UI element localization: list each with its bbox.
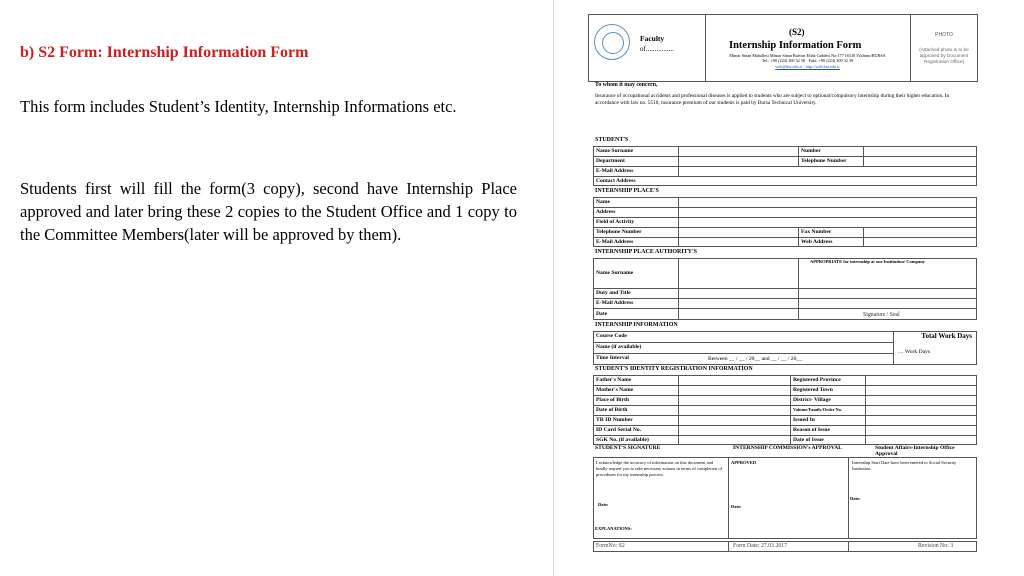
student-date-label: Date:	[598, 502, 609, 507]
slide-title: b) S2 Form: Internship Information Form	[20, 44, 309, 61]
student-declaration: I acknowledge the accuracy of information on this document and kindly request you to take necessary actions in terms of completion of procedures for my internship process.	[596, 460, 723, 477]
web-address-label: Web Address	[801, 239, 833, 245]
identity-right-label: District- Village	[793, 397, 831, 403]
email-label: E-Mail Address	[596, 168, 634, 174]
identity-left-label: ID Card Serial No.	[596, 427, 642, 433]
university-logo-icon	[594, 24, 630, 60]
appropriate-note: APPROPRIATE for internship at our Institution/ Company	[810, 259, 926, 264]
affairs-date-label: Date:	[850, 496, 861, 501]
grid-line	[593, 435, 977, 436]
name-if-available-label: Name (if available)	[596, 344, 642, 350]
grid-line	[678, 375, 679, 445]
grid-line	[798, 227, 799, 247]
grid-line	[593, 166, 977, 167]
grid-line	[678, 258, 679, 320]
identity-right-label: Reason of Issue	[793, 427, 830, 433]
form-number: FormNo: S2	[596, 543, 625, 549]
intro-text: Insurance of occupational accidents and professional diseases is applied to students who are subject to optional/compulsory internship during their higher education. In accordance with law no. 5510, insurance premium of our students is paid by Bursa Technical University.	[595, 93, 950, 107]
identity-right-label: Registered Town	[793, 387, 833, 393]
authority-date-label: Date	[596, 311, 608, 317]
grid-line	[678, 146, 679, 176]
form-date: Form Date: 27.03.2017	[733, 543, 788, 549]
explanations-label: EXPLANATIONS:	[595, 526, 632, 531]
authority-email-label: E-Mail Address	[596, 300, 634, 306]
grid-line	[863, 146, 864, 166]
number-label: Number	[801, 148, 821, 154]
identity-left-label: TR ID Number	[596, 417, 633, 423]
grid-line	[593, 425, 977, 426]
form-address	[705, 53, 910, 69]
grid-line	[593, 405, 977, 406]
identity-left-label: SGK No. (if available)	[596, 437, 649, 443]
header-separator	[705, 15, 706, 81]
field-of-activity-label: Field of Activity	[596, 219, 635, 225]
form-title: Internship Information Form	[729, 40, 862, 51]
grid-line	[863, 227, 864, 247]
slide-divider	[553, 0, 554, 576]
header-separator	[910, 15, 911, 81]
place-address-label: Address	[596, 209, 616, 215]
grid-line	[848, 457, 849, 539]
grid-line	[593, 207, 977, 208]
faculty-label: Faculty	[640, 34, 665, 43]
identity-left-label: Mother's Name	[596, 387, 634, 393]
identity-left-label: Date of Birth	[596, 407, 628, 413]
grid-line	[865, 375, 866, 445]
grid-line	[593, 237, 977, 238]
grid-line	[593, 415, 977, 416]
signature-seal-label: Signature / Seal	[863, 312, 900, 318]
grid-line	[593, 227, 977, 228]
time-interval-value: Between __ / __ / 20__ and __ / __ / 20__	[708, 356, 802, 362]
grid-line	[593, 298, 977, 299]
approved-label: APPROVED	[731, 460, 756, 465]
place-telephone-label: Telephone Number	[596, 229, 642, 235]
students-heading: STUDENT'S	[595, 137, 629, 143]
authority-heading: INTERNSHIP PLACE AUTHORITY'S	[595, 249, 698, 255]
grid-line	[593, 353, 893, 354]
identity-right-label: Issued In	[793, 417, 815, 423]
telephone-label: Telephone Number	[801, 158, 847, 164]
name-surname-label: Name Surname	[596, 148, 634, 154]
affairs-approval-heading: Student Affairs-Internship Office Approval	[875, 445, 955, 458]
grid-line	[593, 217, 977, 218]
photo-label: PHOTO	[935, 32, 953, 38]
grid-line	[790, 375, 791, 445]
form-header	[588, 14, 978, 82]
place-table	[593, 197, 977, 247]
grid-line	[678, 197, 679, 247]
identity-left-label: Place of Birth	[596, 397, 629, 403]
grid-line	[593, 308, 977, 309]
procedure-paragraph: Students first will fill the form(3 copy), second have Internship Place approved and later bring these 2 copies to the Student Office and 1 copy to the Committee Members(later will be approved by them).	[20, 179, 517, 244]
identity-heading: STUDENT'S IDENTITY REGISTRATION INFORMATION	[595, 366, 753, 372]
grid-line	[593, 176, 977, 177]
identity-right-label: Date of Issue	[793, 437, 824, 443]
authority-name-label: Name Surname	[596, 270, 634, 276]
identity-left-label: Father's Name	[596, 377, 632, 383]
department-label: Department	[596, 158, 625, 164]
s2-form-image	[588, 14, 978, 554]
identity-right-label: Registered Province	[793, 377, 841, 383]
grid-line	[593, 395, 977, 396]
place-name-label: Name	[596, 199, 610, 205]
form-code: (S2)	[789, 27, 805, 37]
grid-line	[593, 156, 977, 157]
revision-number: Revision No: 3	[918, 543, 954, 549]
photo-note: (Attached photo is to be approved by Document Registration Office)	[919, 47, 969, 64]
commission-approval-heading: INTERNSHIP COMMISSION's APPROVAL	[733, 445, 842, 451]
grid-line	[593, 342, 893, 343]
authority-table	[593, 258, 977, 320]
grid-line	[728, 541, 729, 552]
duty-title-label: Duty and Title	[596, 290, 631, 296]
address-phone: Tel.: +90 (224) 300 32 38 · Faks: +90 (224) 300 32 39	[761, 58, 854, 64]
grid-line	[798, 146, 799, 166]
grid-line	[593, 288, 977, 289]
address-links: web@btu.edu.tr · http://web.btu.edu.tr	[775, 63, 840, 69]
faculty-of: of................	[640, 45, 674, 53]
grid-line	[728, 457, 729, 539]
fax-label: Fax Number	[801, 229, 832, 235]
contact-address-label: Contact Address	[596, 178, 636, 184]
student-signature-heading: STUDENT'S SIGNATURE	[595, 445, 661, 451]
info-heading: INTERNSHIP INFORMATION	[595, 322, 678, 328]
grid-line	[798, 258, 799, 320]
grid-line	[593, 385, 977, 386]
grid-line	[848, 541, 849, 552]
affairs-note: Internship Start Date have been entered to Social Security Institution.	[852, 460, 957, 471]
description-paragraph: This form includes Student’s Identity, Internship Informations etc.	[20, 97, 457, 116]
total-work-days-label: Total Work Days	[921, 332, 972, 340]
place-heading: INTERNSHIP PLACE'S	[595, 188, 659, 194]
identity-right-label: Volume/Family/Order No.	[793, 407, 843, 412]
place-email-label: E-Mail Address	[596, 239, 634, 245]
work-days-value: .... Work Days	[898, 349, 931, 355]
address-line: Mimar Sinan Mahallesi Mimar Sinan Bulvarı Eflak Caddesi No:177 16310 Yıldırım/BURSA	[729, 53, 886, 58]
course-code-label: Course Code	[596, 333, 627, 339]
time-interval-label: Time Interval	[596, 355, 629, 361]
salutation: To whom it may concern,	[595, 82, 658, 88]
commission-date-label: Date:	[731, 504, 742, 509]
